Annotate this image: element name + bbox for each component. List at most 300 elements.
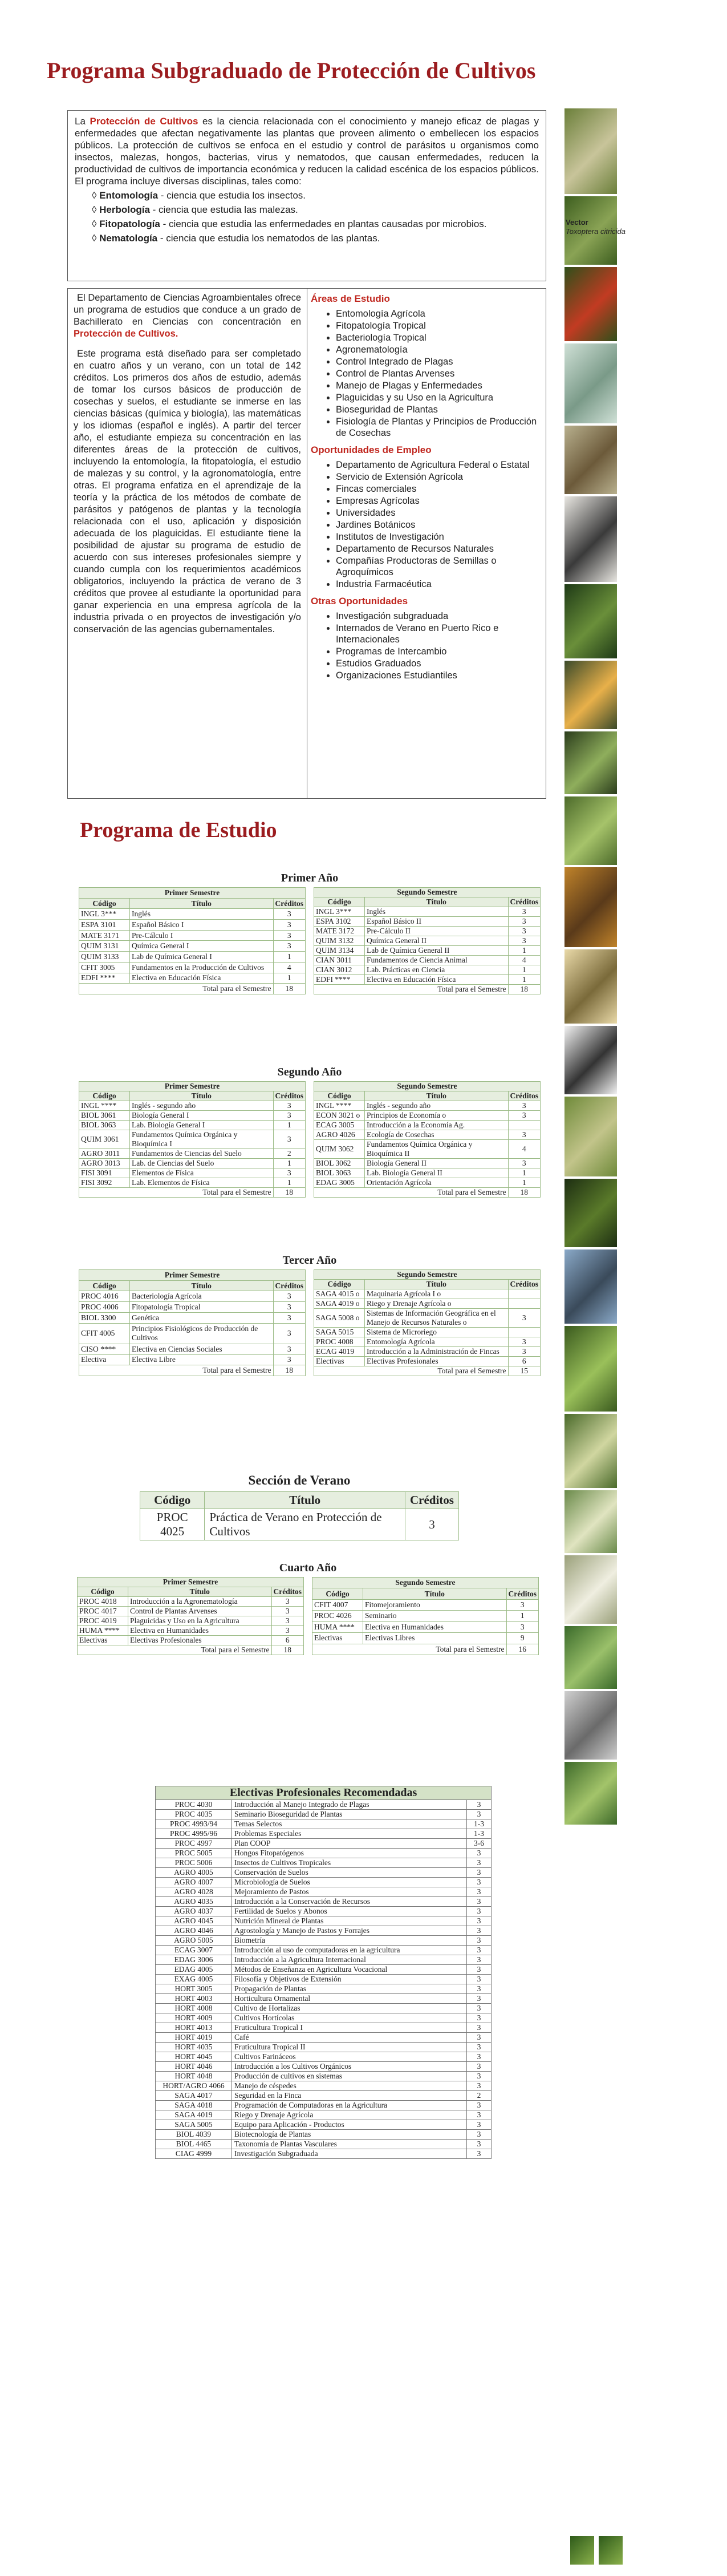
column-header: Código [314,1091,365,1101]
semester-table [79,1269,306,1376]
course-code: HUMA **** [78,1626,128,1636]
elective-row [156,1887,492,1897]
elective-code: PROC 4997 [156,1839,232,1849]
course-credits: 3 [271,1626,304,1636]
course-code: PROC 4026 [312,1611,363,1621]
course-credits: 3 [273,1168,306,1178]
total-row [314,985,541,994]
course-row [79,1302,306,1313]
course-row [78,1607,304,1616]
total-row [79,1365,306,1376]
course-row [314,1121,541,1130]
course-title: Fundamentos de Ciencias del Suelo [130,1149,274,1159]
elective-title: Fertilidad de Suelos y Abonos [232,1907,467,1916]
total-label: Total para el Semestre [79,1365,274,1376]
course-title: Sistema de Microriego [365,1328,509,1337]
course-title: Inglés [130,909,274,920]
list-item: • Estudios Graduados [336,658,542,669]
course-row [78,1616,304,1626]
semester-table [79,887,306,994]
total-credits: 18 [273,1188,306,1198]
elective-credits: 3 [467,1984,492,1994]
program-description-body: Este programa está diseñado para ser completado en cuatro años y un verano, con un total de 142 créditos. Los primeros dos años de estudio, además de tomar los cursos básicos de producción de cosechas y suelos, el estudiante se inmerse en las ciencias básicas (química y biología), las matemáticas y los idiomas (español e inglés). A partir del tercer año, el estudiante empieza su concentración en las diferentes áreas de la protección de cultivos, incluyendo la entomología, la fitopatología, el estudio de malezas y su control, y la agronomatología, entre otras. El programa enfatiza en el aprendizaje de la teoría y la práctica de los métodos de combate de parásitos y patógenos de plantas y la tecnología relacionada con el uso, aplicación y disposición adecuada de los plaguicidas. El estudiante tiene la posibilidad de ajustar su programa de estudio de acuerdo con sus intereses profesionales siempre y cuando cumpla con los requerimientos académicos obligatorios, incluyendo la práctica de verano de 3 créditos que provee al estudiante la oportunidad para ganar experiencia en una empresa agrícola de la industria privada o en proyectos de investigación y/o conservación de las agencias gubernamentales. [74,349,301,634]
course-title: Seminario [363,1611,507,1621]
course-credits: 3 [273,1344,306,1354]
elective-title: Cultivo de Hortalizas [232,2004,467,2013]
course-code: AGRO 4026 [314,1130,365,1140]
course-row [314,956,541,965]
discipline-item: ◊ Fitopatología - ciencia que estudia las enfermedades en plantas causadas por microbios. [92,219,487,229]
course-title: Ecología de Cosechas [365,1130,509,1140]
course-code: INGL **** [314,1101,365,1111]
list-item: • Departamento de Agricultura Federal o Estatal [336,459,542,471]
elective-credits: 3 [467,1965,492,1975]
course-code: AGRO 3013 [79,1159,130,1168]
list-item: • Internados de Verano en Puerto Rico e Internacionales [336,622,542,645]
elective-title: Temas Selectos [232,1819,467,1829]
course-code: Electiva [79,1354,130,1365]
course-code: SAGA 4019 o [314,1299,365,1309]
year-section-3 [79,1254,541,1376]
course-row [79,973,306,984]
elective-credits: 3 [467,2130,492,2140]
jobs-heading: Oportunidades de Empleo [311,444,432,455]
course-code: FISI 3092 [79,1178,130,1188]
course-row [314,1328,541,1337]
elective-credits: 2 [467,2091,492,2101]
course-code: Electivas [78,1636,128,1645]
semester-heading: Primer Semestre [78,1578,304,1587]
electives-title: Electivas Profesionales Recomendadas [156,1786,492,1800]
course-title: Electiva en Humanidades [363,1621,507,1632]
year-section-2 [79,1066,541,1198]
list-item: • Bioseguridad de Plantas [336,404,542,415]
list-item: • Agronematología [336,344,542,355]
elective-credits: 3 [467,2033,492,2043]
course-row [314,936,541,946]
course-code: CFIT 4007 [312,1599,363,1610]
total-row [312,1644,539,1655]
list-item: • Plaguicidas y su Uso en la Agricultura [336,392,542,403]
photo [564,1626,617,1689]
course-credits: 1 [273,1121,306,1130]
elective-code: HORT 4045 [156,2052,232,2062]
elective-credits: 3 [467,1858,492,1868]
course-title: Lab. Biología General I [130,1121,274,1130]
course-credits: 2 [273,1149,306,1159]
elective-code: AGRO 5005 [156,1936,232,1946]
column-header: Título [130,1280,274,1291]
course-row [79,1354,306,1365]
course-credits: 3 [508,907,541,917]
course-title: Control de Plantas Arvenses [128,1607,272,1616]
elective-row [156,2004,492,2013]
course-title: Introducción a la Economía Ag. [365,1121,509,1130]
photo [564,661,617,729]
elective-credits: 3 [467,1897,492,1907]
photo-caption: Vector [566,218,588,227]
course-row [314,1111,541,1121]
elective-credits: 3-6 [467,1839,492,1849]
photo [564,1179,617,1247]
course-credits: 3 [273,1312,306,1323]
photo [564,867,617,947]
course-credits: 3 [273,941,306,952]
discipline-item: ◊ Nematología - ciencia que estudia los nematodos de las plantas. [92,233,380,244]
summer-table: Código Título Créditos PROC 4025 Práctica de Verano en Protección de Cultivos 3 [140,1491,459,1540]
course-code: SAGA 5015 [314,1328,365,1337]
course-row [79,1111,306,1121]
course-credits [508,1289,541,1299]
elective-title: Biometría [232,1936,467,1946]
elective-title: Producción de cultivos en sistemas [232,2072,467,2081]
course-code: INGL **** [79,1101,130,1111]
elective-row [156,2023,492,2033]
course-row [312,1621,539,1632]
photo [564,1555,617,1624]
elective-title: Riego y Drenaje Agrícola [232,2110,467,2120]
total-row [314,1188,541,1198]
course-title: Plaguicidas y Uso en la Agricultura [128,1616,272,1626]
elective-credits: 3 [467,1926,492,1936]
course-credits: 3 [508,1337,541,1347]
elective-credits: 3 [467,2072,492,2081]
photo [564,267,617,341]
elective-code: SAGA 4019 [156,2110,232,2120]
list-item: • Departamento de Recursos Naturales [336,543,542,555]
course-code: CISO **** [79,1344,130,1354]
course-title: Español Básico II [365,917,509,927]
course-title: Genética [130,1312,274,1323]
elective-title: Introducción a los Cultivos Orgánicos [232,2062,467,2072]
course-title: Maquinaria Agrícola I o [365,1289,509,1299]
elective-credits: 3 [467,1907,492,1916]
course-row [78,1626,304,1636]
semester-heading: Segundo Semestre [314,1270,541,1280]
elective-row [156,1858,492,1868]
column-header: Créditos [508,1091,541,1101]
photo-caption: Toxoptera citricida [566,227,626,236]
course-row [79,1121,306,1130]
course-code: Electivas [312,1633,363,1644]
total-label: Total para el Semestre [78,1645,272,1655]
elective-code: AGRO 4007 [156,1878,232,1887]
list-item: • Bacteriología Tropical [336,332,542,343]
elective-code: PROC 5005 [156,1849,232,1858]
total-label: Total para el Semestre [79,1188,274,1198]
photo [564,584,617,658]
course-row [312,1611,539,1621]
course-credits: 3 [508,936,541,946]
elective-code: HORT 4003 [156,1994,232,2004]
column-header: Título [365,1280,509,1289]
course-title: Principios de Economía o [365,1111,509,1121]
elective-row [156,1994,492,2004]
column-header: Código [79,1091,130,1101]
course-credits: 3 [273,1101,306,1111]
semester-table [312,1577,539,1655]
course-row [79,1168,306,1178]
list-item: • Fisiología de Plantas y Principios de Producción de Cosechas [336,416,542,439]
intro-text: es la ciencia relacionada con el conocimiento y manejo eficaz de plagas y enfermedades que afectan negativamente las plantas que proveen alimento o embellecen los espacios públicos. La protección de cultivos se enfoca en el estudio y control de parásitos u organismos como insectos, malezas, hongos, bacterias, virus y nematodos, que causan enfermedades, reducen la productividad de cultivos de importancia económica y reducen la calidad escénica de los espacios públicos. El programa incluye diversas disciplinas, tales como: [75,116,539,187]
elective-code: SAGA 4017 [156,2091,232,2101]
elective-title: Filosofía y Objetivos de Extensión [232,1975,467,1984]
elective-code: HORT 4013 [156,2023,232,2033]
elective-credits: 3 [467,1878,492,1887]
course-credits: 3 [273,1111,306,1121]
elective-title: Cultivos Farináceos [232,2052,467,2062]
list-item: • Programas de Intercambio [336,646,542,657]
course-title: Fundamentos de Ciencia Animal [365,956,509,965]
course-code: EDFI **** [314,975,365,985]
course-row [79,1159,306,1168]
course-credits [508,1328,541,1337]
total-credits: 18 [273,1365,306,1376]
course-title: Biología General II [365,1159,509,1168]
course-credits: 3 [271,1597,304,1607]
year-section-4 [74,1562,542,1655]
discipline-item: ◊ Entomología - ciencia que estudia los insectos. [92,190,306,201]
elective-code: SAGA 4018 [156,2101,232,2110]
list-item: • Universidades [336,507,542,519]
list-item: • Servicio de Extensión Agrícola [336,471,542,483]
course-credits: 3 [273,1354,306,1365]
photo [564,1249,617,1324]
course-title: Electiva en Educación Física [365,975,509,985]
photo [570,2536,594,2565]
elective-title: Mejoramiento de Pastos [232,1887,467,1897]
elective-code: AGRO 4028 [156,1887,232,1897]
course-row [79,1312,306,1323]
course-title: Fundamentos Química Orgánica y Bioquímica I [130,1130,274,1149]
course-row [79,1149,306,1159]
elective-row [156,2110,492,2120]
course-row [312,1633,539,1644]
elective-row [156,1829,492,1839]
course-credits: 3 [508,1347,541,1357]
course-code: CIAN 3011 [314,956,365,965]
discipline-list [75,189,539,244]
list-item: • Institutos de Investigación [336,531,542,543]
course-code: QUIM 3134 [314,946,365,956]
elective-row [156,1819,492,1829]
elective-credits: 1-3 [467,1829,492,1839]
course-credits: 1 [508,965,541,975]
elective-credits: 3 [467,1800,492,1810]
total-label: Total para el Semestre [314,985,509,994]
elective-row [156,2140,492,2149]
list-item: • Control de Plantas Arvenses [336,368,542,379]
course-credits: 3 [273,1291,306,1302]
column-header: Título [365,1091,509,1101]
course-credits: 3 [273,909,306,920]
total-label: Total para el Semestre [314,1188,509,1198]
total-credits: 16 [506,1644,539,1655]
electives-table [155,1786,492,2159]
course-title: Electivas Profesionales [128,1636,272,1645]
elective-title: Métodos de Enseñanza en Agricultura Vocacional [232,1965,467,1975]
course-credits: 6 [508,1357,541,1366]
other-list [311,610,542,681]
list-item: • Entomología Agrícola [336,308,542,320]
course-row [79,1291,306,1302]
total-label: Total para el Semestre [314,1366,509,1376]
photo [599,2536,623,2565]
course-code: PROC 4017 [78,1607,128,1616]
course-code: ECON 3021 o [314,1111,365,1121]
program-description: El Departamento de Ciencias Agroambientales ofrece un programa de estudios que conduce a un grado de Bachillerato en Ciencias con concentración en Protección de Cultivos. Este programa está diseñado para ser completado en cuatro años y un verano, con un total de 142 créditos. Los primeros dos años de estudio, además de tomar los cursos básicos de producción de cosechas y suelos, el estudiante se inmerse en las ciencias básicas (química y biología), las matemáticas y los idiomas (español e inglés). A partir del tercer año, el estudiante empieza su concentración en las diferentes áreas de la protección de cultivos, incluyendo la entomología, la fitopatología, el estudio de malezas y su control, y la agronomatología, entre otras. El programa enfatiza en el aprendizaje de la teoría y la práctica de los métodos de combate de parásitos y patógenos de plantas y la tecnología relacionada con el uso, aplicación y disposición adecuada de los plaguicidas. El estudiante tiene la posibilidad de ajustar su programa de estudio de acuerdo con sus intereses profesionales siempre y cuando cumpla con los requerimientos académicos obligatorios, incluyendo la práctica de verano de 3 créditos que provee al estudiante la oportunidad para ganar experiencia en una empresa agrícola de la industria privada o en proyectos de investigación y/o conservación de las agencias gubernamentales. [68,289,307,798]
course-credits: 3 [508,1159,541,1168]
elective-row [156,2072,492,2081]
course-code: PROC 4008 [314,1337,365,1347]
list-item: • Fincas comerciales [336,483,542,495]
elective-credits: 3 [467,1810,492,1819]
elective-title: Introducción a la Conservación de Recursos [232,1897,467,1907]
semester-table [79,1081,306,1198]
list-item: • Compañías Productoras de Semillas o Agroquímicos [336,555,542,578]
course-code: CFIT 4005 [79,1323,130,1344]
total-row [79,984,306,994]
elective-code: ECAG 3007 [156,1946,232,1955]
elective-code: PROC 4995/96 [156,1829,232,1839]
list-item: • Fitopatología Tropical [336,320,542,331]
course-code: INGL 3*** [314,907,365,917]
semester-table [314,1081,541,1198]
course-code: BIOL 3063 [314,1168,365,1178]
elective-title: Microbiología de Suelos [232,1878,467,1887]
list-item: • Empresas Agrícolas [336,495,542,507]
total-label: Total para el Semestre [312,1644,507,1655]
course-title: Orientación Agrícola [365,1178,509,1188]
elective-row [156,2033,492,2043]
elective-title: Seminario Bioseguridad de Plantas [232,1810,467,1819]
elective-credits: 3 [467,2023,492,2033]
course-credits: 3 [508,1130,541,1140]
course-code: QUIM 3133 [79,952,130,963]
course-credits: 3 [273,1323,306,1344]
total-row [78,1645,304,1655]
elective-row [156,1907,492,1916]
course-row [314,975,541,985]
elective-code: EDAG 4005 [156,1965,232,1975]
elective-code: HORT 4035 [156,2043,232,2052]
other-heading: Otras Oportunidades [311,596,408,606]
year-title: Primer Año [281,872,339,884]
elective-row [156,1839,492,1849]
column-header: Créditos [508,897,541,907]
page-title: Programa Subgraduado de Protección de Cultivos [47,58,536,83]
electives-section [155,1786,492,2159]
elective-title: Agrostología y Manejo de Pastos y Forrajes [232,1926,467,1936]
year-title: Cuarto Año [279,1562,337,1574]
course-code: PROC 4018 [78,1597,128,1607]
semester-heading: Segundo Semestre [312,1578,539,1588]
course-row [314,927,541,936]
elective-credits: 3 [467,2013,492,2023]
elective-title: Taxonomía de Plantas Vasculares [232,2140,467,2149]
course-title: Lab de Química General I [130,952,274,963]
course-credits: 6 [271,1636,304,1645]
course-title: Inglés - segundo año [365,1101,509,1111]
elective-credits: 3 [467,2004,492,2013]
course-credits: 4 [273,962,306,973]
course-code: PROC 4016 [79,1291,130,1302]
photo [564,108,617,194]
year-tables [74,1577,542,1655]
course-credits: 3 [273,930,306,941]
course-row [79,1101,306,1111]
course-title: Introducción a la Administración de Fincas [365,1347,509,1357]
course-title: Lab. Biología General II [365,1168,509,1178]
info-box [67,288,546,799]
course-row [314,1337,541,1347]
photo [564,1691,617,1760]
elective-row [156,1955,492,1965]
course-title: Electivas Profesionales [365,1357,509,1366]
course-row [314,946,541,956]
course-row [314,1159,541,1168]
course-title: Lab. de Ciencias del Suelo [130,1159,274,1168]
photo [564,731,617,794]
areas-list [311,308,542,439]
elective-code: HORT 3005 [156,1984,232,1994]
elective-row [156,2101,492,2110]
course-credits: 3 [273,1302,306,1313]
elective-row [156,1868,492,1878]
elective-credits: 3 [467,2110,492,2120]
semester-heading: Segundo Semestre [314,888,541,897]
course-row [79,909,306,920]
course-credits: 3 [508,1101,541,1111]
course-title: Electiva en Humanidades [128,1626,272,1636]
column-header: Código [79,1280,130,1291]
total-credits: 18 [508,1188,541,1198]
course-row [314,1357,541,1366]
course-credits: 3 [506,1599,539,1610]
course-credits: 1 [273,1178,306,1188]
course-code: ECAG 4019 [314,1347,365,1357]
elective-code: EDAG 3006 [156,1955,232,1965]
course-code: Electivas [314,1357,365,1366]
course-credits: 1 [508,946,541,956]
summer-title: Sección de Verano [248,1473,351,1487]
course-row [314,965,541,975]
elective-row [156,1800,492,1810]
elective-title: Manejo de céspedes [232,2081,467,2091]
photo [564,1490,617,1553]
elective-credits: 3 [467,1975,492,1984]
elective-credits: 3 [467,2062,492,2072]
course-title: Riego y Drenaje Agrícola o [365,1299,509,1309]
course-title: Lab. Elementos de Física [130,1178,274,1188]
elective-code: AGRO 4035 [156,1897,232,1907]
course-credits: 3 [506,1621,539,1632]
elective-credits: 3 [467,1868,492,1878]
elective-credits: 3 [467,2120,492,2130]
elective-credits: 3 [467,1955,492,1965]
elective-row [156,2149,492,2159]
course-credits [508,1121,541,1130]
total-credits: 15 [508,1366,541,1376]
elective-title: Programación de Computadoras en la Agricultura [232,2101,467,2110]
column-header: Título [365,897,509,907]
elective-code: BIOL 4039 [156,2130,232,2140]
elective-credits: 3 [467,2149,492,2159]
areas-heading: Áreas de Estudio [311,293,390,304]
course-row [79,1130,306,1149]
elective-title: Café [232,2033,467,2043]
column-header: Título [130,1091,274,1101]
